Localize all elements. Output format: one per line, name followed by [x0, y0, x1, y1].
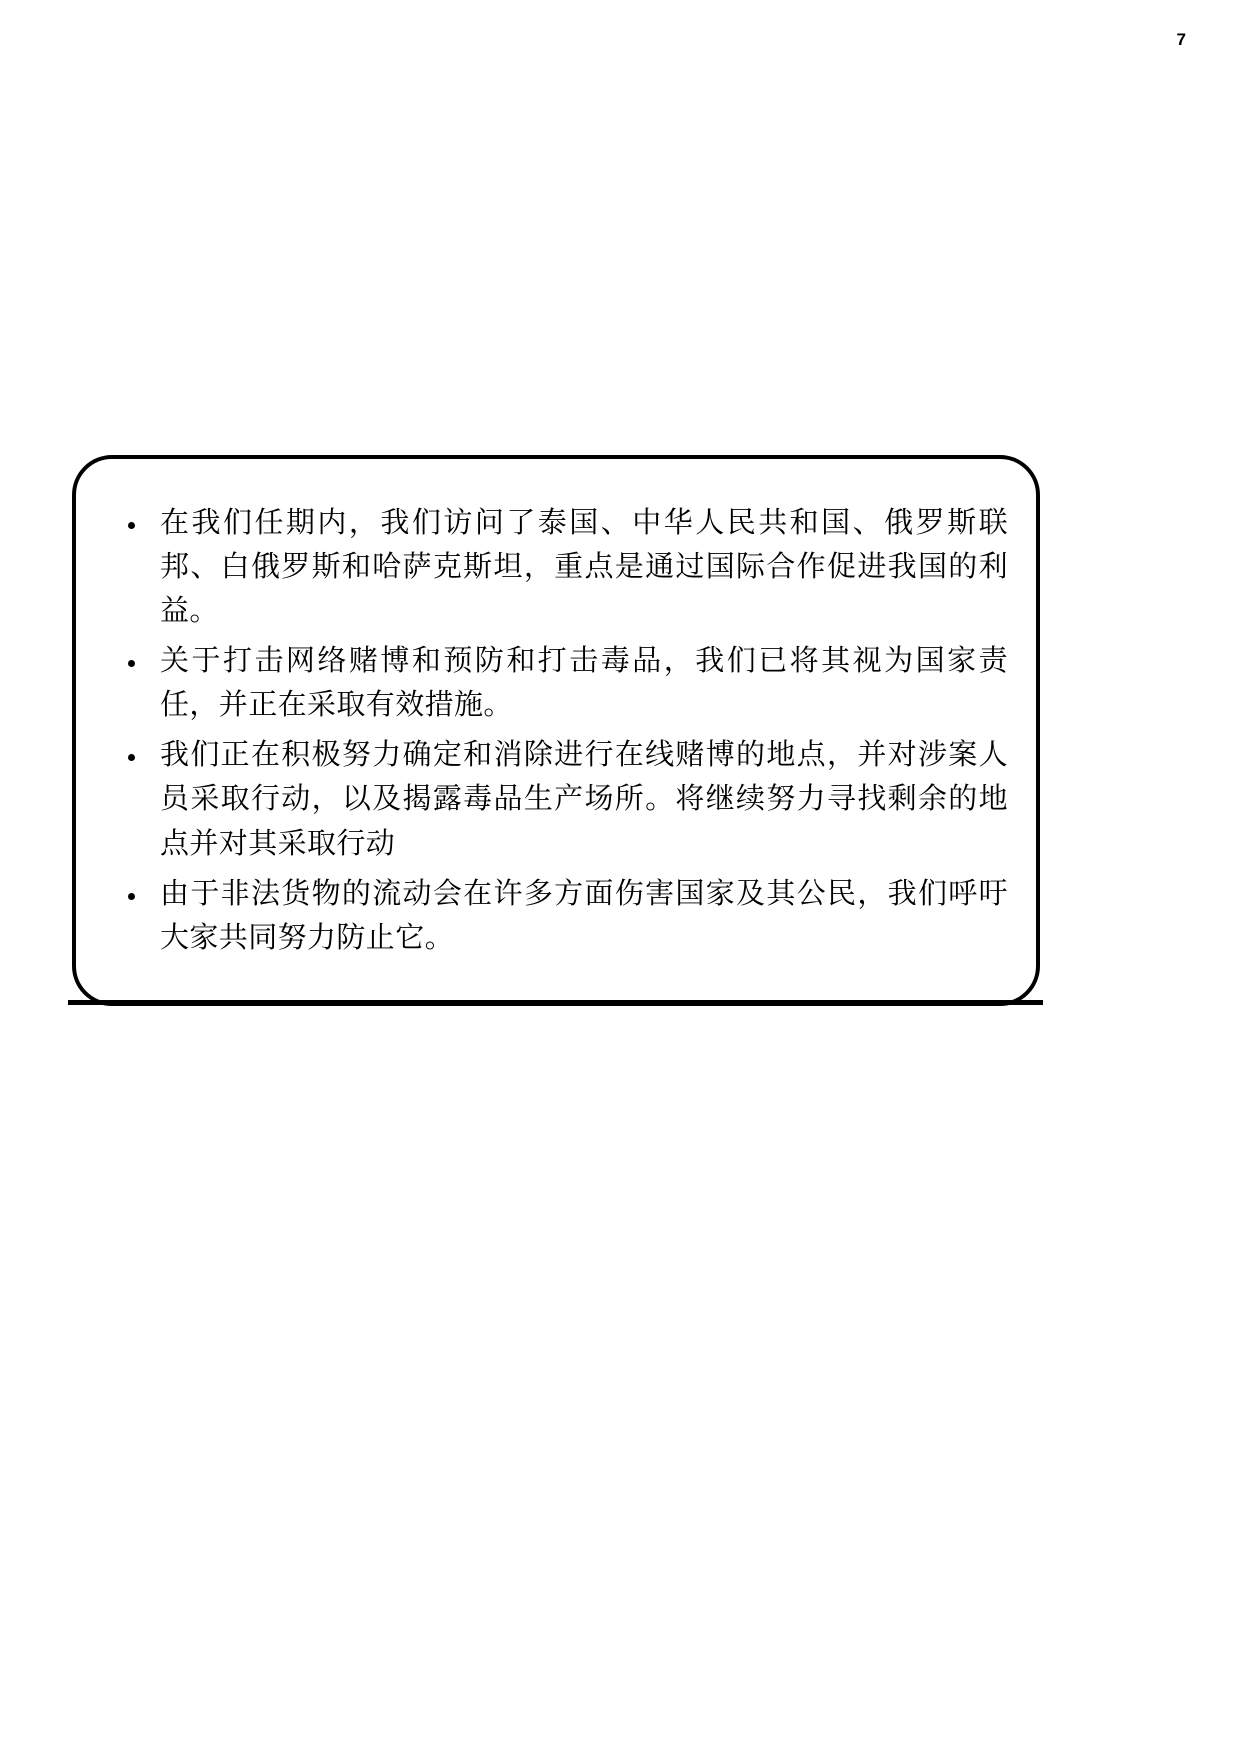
- bullet-list: [106, 501, 1008, 960]
- horizontal-divider: [68, 1000, 1043, 1005]
- page-number: 7: [1176, 30, 1186, 49]
- list-item: 关于打击网络赌博和预防和打击毒品，我们已将其视为国家责任，并正在采取有效措施。: [106, 639, 1008, 727]
- list-item: 我们正在积极努力确定和消除进行在线赌博的地点，并对涉案人员采取行动，以及揭露毒品生产场所。将继续努力寻找剩余的地点并对其采取行动: [106, 733, 1008, 865]
- callout-box: [72, 455, 1040, 1006]
- list-item: 在我们任期内，我们访问了泰国、中华人民共和国、俄罗斯联邦、白俄罗斯和哈萨克斯坦，重点是通过国际合作促进我国的利益。: [106, 501, 1008, 633]
- list-item: 由于非法货物的流动会在许多方面伤害国家及其公民，我们呼吁大家共同努力防止它。: [106, 872, 1008, 960]
